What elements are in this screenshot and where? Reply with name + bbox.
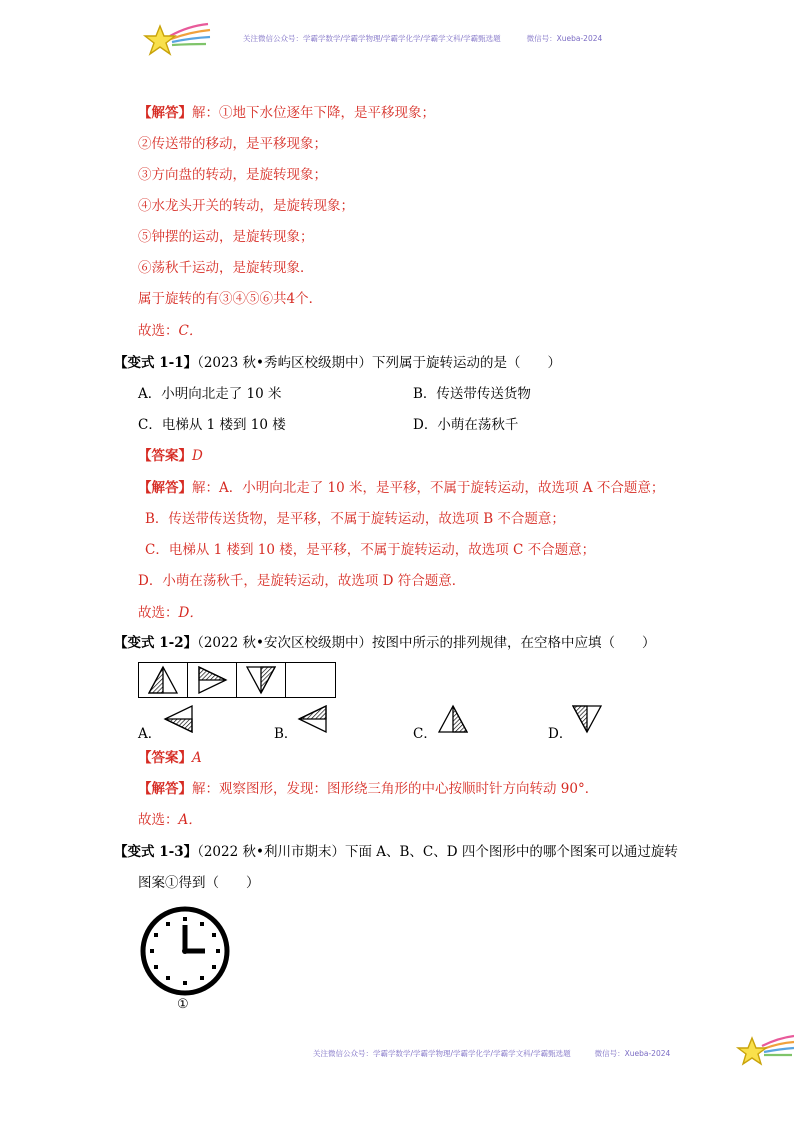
q1-guxuan: 故选：D． [138,605,203,621]
q2-option-d: D． [548,726,573,742]
q0-line-4: ④水龙头开关的转动，是旋转现象； [138,198,354,214]
header-text: 关注微信公众号：学霸学数学/学霸学物理/学霸学化学/学霸学文科/学霸甄选题 [243,34,501,43]
footer-text: 关注微信公众号：学霸学数学/学霸学物理/学霸学化学/学霸学文科/学霸甄选题 [313,1049,571,1058]
star-icon [140,20,212,60]
header-wechat: 微信号：Xueba-2024 [526,34,603,43]
q2-jieda: 【解答】解：观察图形，发现：图形绕三角形的中心按顺时针方向转动 90°． [138,781,599,797]
triangle-figure-2 [195,665,229,695]
q2-stem: 【变式 1-2】（2022 秋•安次区校级期中）按图中所示的排列规律，在空格中应填（ ） [114,635,656,651]
q0-line-1: 【解答】解：①地下水位逐年下降，是平移现象； [138,105,435,121]
sequence-cell-blank [286,663,335,697]
q1-option-c: C．电梯从 1 楼到 10 楼 [138,417,286,433]
q1-option-d: D．小萌在荡秋千 [413,417,519,433]
q1-jieda-1: 【解答】解：A．小明向北走了 10 米，是平移，不属于旋转运动，故选项 A 不合题意； [138,480,665,496]
option-b-figure [296,704,330,734]
sequence-cell-3 [237,663,286,697]
sequence-cell-2 [188,663,237,697]
q1-option-a: A．小明向北走了 10 米 [138,386,282,402]
q0-line-5: ⑤钟摆的运动，是旋转现象； [138,229,314,245]
footer-wechat: 微信号：Xueba-2024 [594,1049,671,1058]
clock-figure [139,905,231,997]
sequence-cell-1 [139,663,188,697]
q2-answer: 【答案】A [138,750,202,766]
q1-answer: 【答案】D [138,448,203,464]
q1-jieda-3: C．电梯从 1 楼到 10 楼，是平移，不属于旋转运动，故选项 C 不合题意； [145,542,596,558]
option-d-figure [570,704,604,734]
q1-jieda-2: B．传送带传送货物，是平移，不属于旋转运动，故选项 B 不合题意； [145,511,565,527]
q3-stem-2: 图案①得到（ ） [138,875,260,891]
page-header [243,33,602,44]
q1-jieda-4: D．小萌在荡秋千，是旋转运动，故选项 D 符合题意． [138,573,466,589]
pattern-sequence [138,662,336,698]
option-c-figure [436,704,470,734]
triangle-figure-1 [146,665,180,695]
q0-line-7: 属于旋转的有③④⑤⑥共4个． [138,291,323,307]
q2-option-a: A． [138,726,162,742]
q0-line-2: ②传送带的移动，是平移现象； [138,136,327,152]
q2-guxuan: 故选：A． [138,812,202,828]
page-footer [313,1048,670,1059]
option-a-figure [162,704,196,734]
q3-stem: 【变式 1-3】（2022 秋•利川市期末）下面 A、B、C、D 四个图形中的哪个图案可以通过旋转 [114,844,678,860]
triangle-figure-3 [244,665,278,695]
q0-line-3: ③方向盘的转动，是旋转现象； [138,167,327,183]
clock-label: ① [177,997,189,1012]
q0-guxuan: 故选：C． [138,323,203,339]
q2-option-c: C． [413,726,437,742]
q1-stem: 【变式 1-1】（2023 秋•秀屿区校级期中）下列属于旋转运动的是（ ） [114,355,561,371]
q0-line-6: ⑥荡秋千运动，是旋转现象． [138,260,314,276]
q2-option-b: B． [274,726,298,742]
q1-option-b: B．传送带传送货物 [413,386,531,402]
star-icon [734,1030,794,1070]
